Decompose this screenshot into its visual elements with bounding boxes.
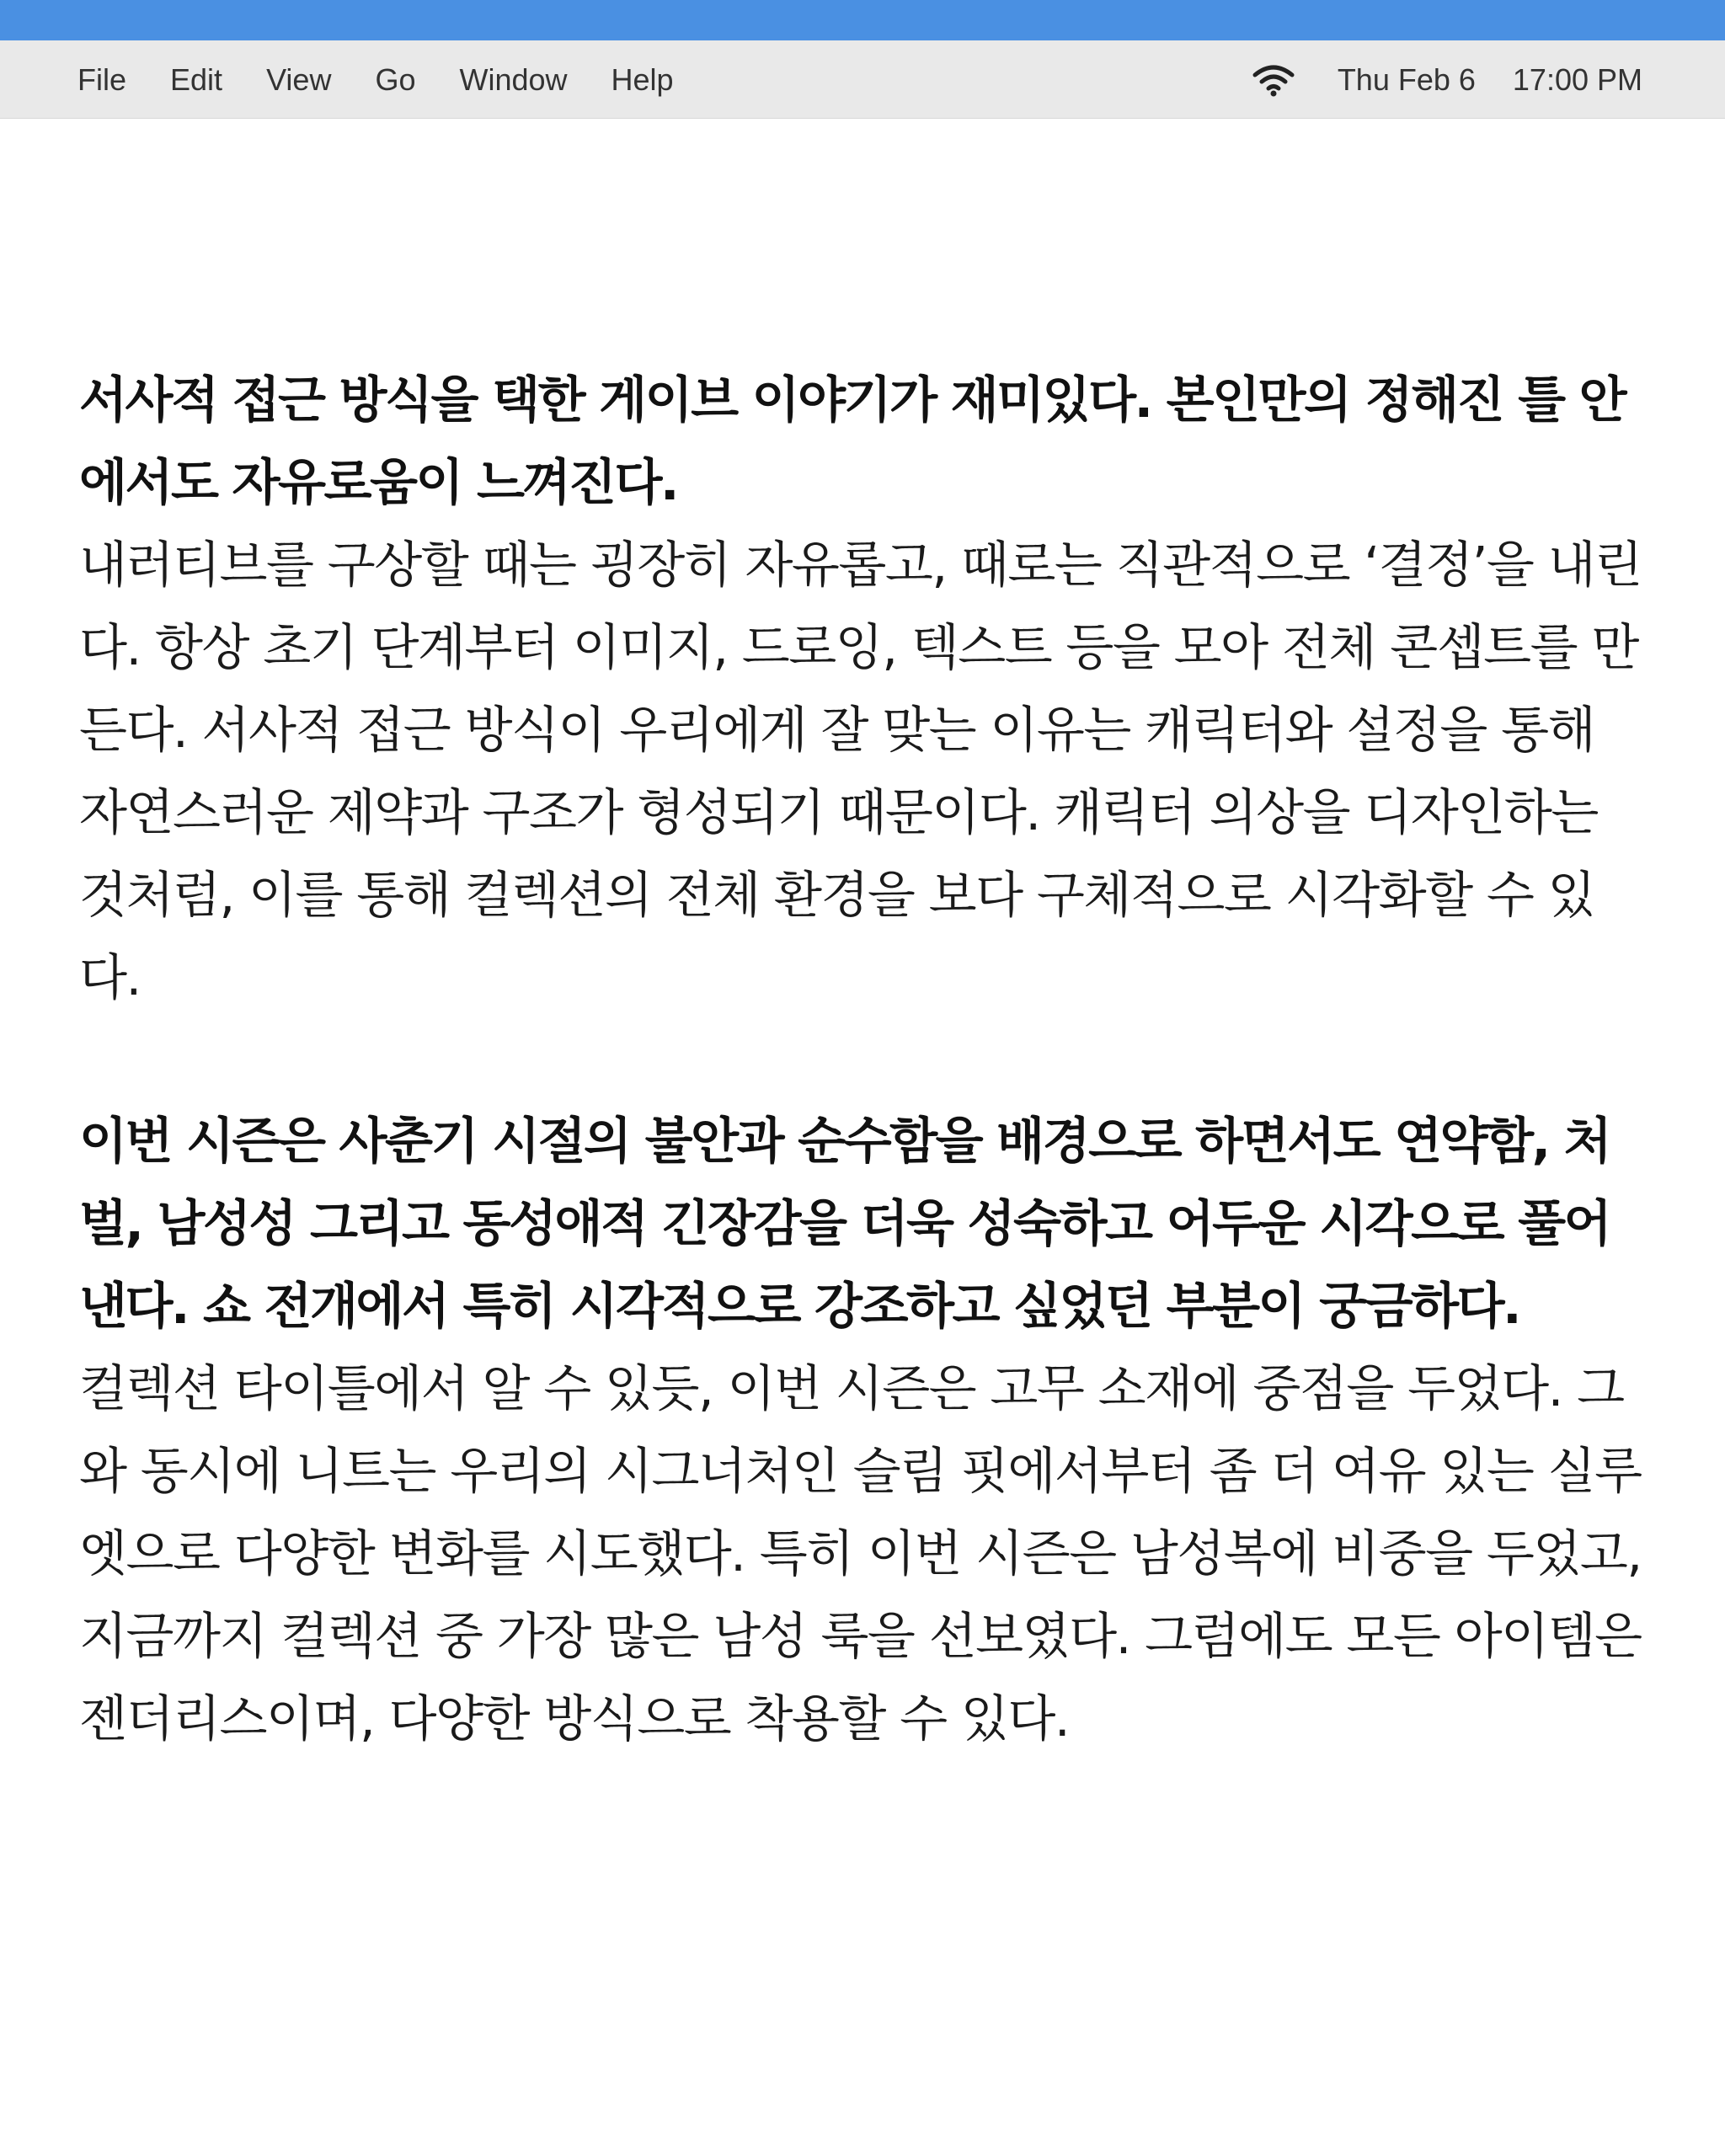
status-time[interactable]: 17:00 PM xyxy=(1512,61,1642,97)
menu-window[interactable]: Window xyxy=(459,61,568,97)
question-2: 이번 시즌은 사춘기 시절의 불안과 순수함을 배경으로 하면서도 연약함, 처벌, 남성성 그리고 동성애적 긴장감을 더욱 성숙하고 어두운 시각으로 풀어낸다. 쇼 전개에서 특히 시각적으로 강조하고 싶었던 부분이 궁금하다. xyxy=(79,1112,1610,1335)
answer-1: 내러티브를 구상할 때는 굉장히 자유롭고, 때로는 직관적으로 ‘결정’을 내린다. 항상 초기 단계부터 이미지, 드로잉, 텍스트 등을 모아 전체 콘셉트를 만든다. 서사적 접근 방식이 우리에게 잘 맞는 이유는 캐릭터와 설정을 통해 자연스러운 제약과 구조가 형성되기 때문이다. 캐릭터 의상을 디자인하는 것처럼, 이를 통해 컬렉션의 전체 환경을 보다 구체적으로 시각화할 수 있다. xyxy=(79,536,1642,1006)
menu-edit[interactable]: Edit xyxy=(170,61,223,97)
question-1: 서사적 접근 방식을 택한 게이브 이야기가 재미있다. 본인만의 정해진 틀 안에서도 자유로움이 느껴진다. xyxy=(79,371,1626,511)
status-date[interactable]: Thu Feb 6 xyxy=(1337,61,1476,97)
paragraph-gap xyxy=(79,1019,1654,1100)
menu-help[interactable]: Help xyxy=(611,61,674,97)
menu-file[interactable]: File xyxy=(77,61,127,97)
menu-view[interactable]: View xyxy=(266,61,332,97)
menu-list xyxy=(77,40,718,119)
menu-go[interactable]: Go xyxy=(375,61,416,97)
status-area xyxy=(1252,40,1642,119)
answer-2: 컬렉션 타이틀에서 알 수 있듯, 이번 시즌은 고무 소재에 중점을 두었다. 그와 동시에 니트는 우리의 시그너처인 슬림 핏에서부터 좀 더 여유 있는 실루엣으로 다양한 변화를 시도했다. 특히 이번 시즌은 남성복에 비중을 두었고, 지금까지 컬렉션 중 가장 많은 남성 룩을 선보였다. 그럼에도 모든 아이템은 젠더리스이며, 다양한 방식으로 착용할 수 있다. xyxy=(79,1359,1642,1748)
wifi-icon[interactable] xyxy=(1252,63,1295,97)
article-body xyxy=(79,359,1654,1760)
window-top-strip xyxy=(0,0,1725,40)
menu-bar xyxy=(0,40,1725,119)
